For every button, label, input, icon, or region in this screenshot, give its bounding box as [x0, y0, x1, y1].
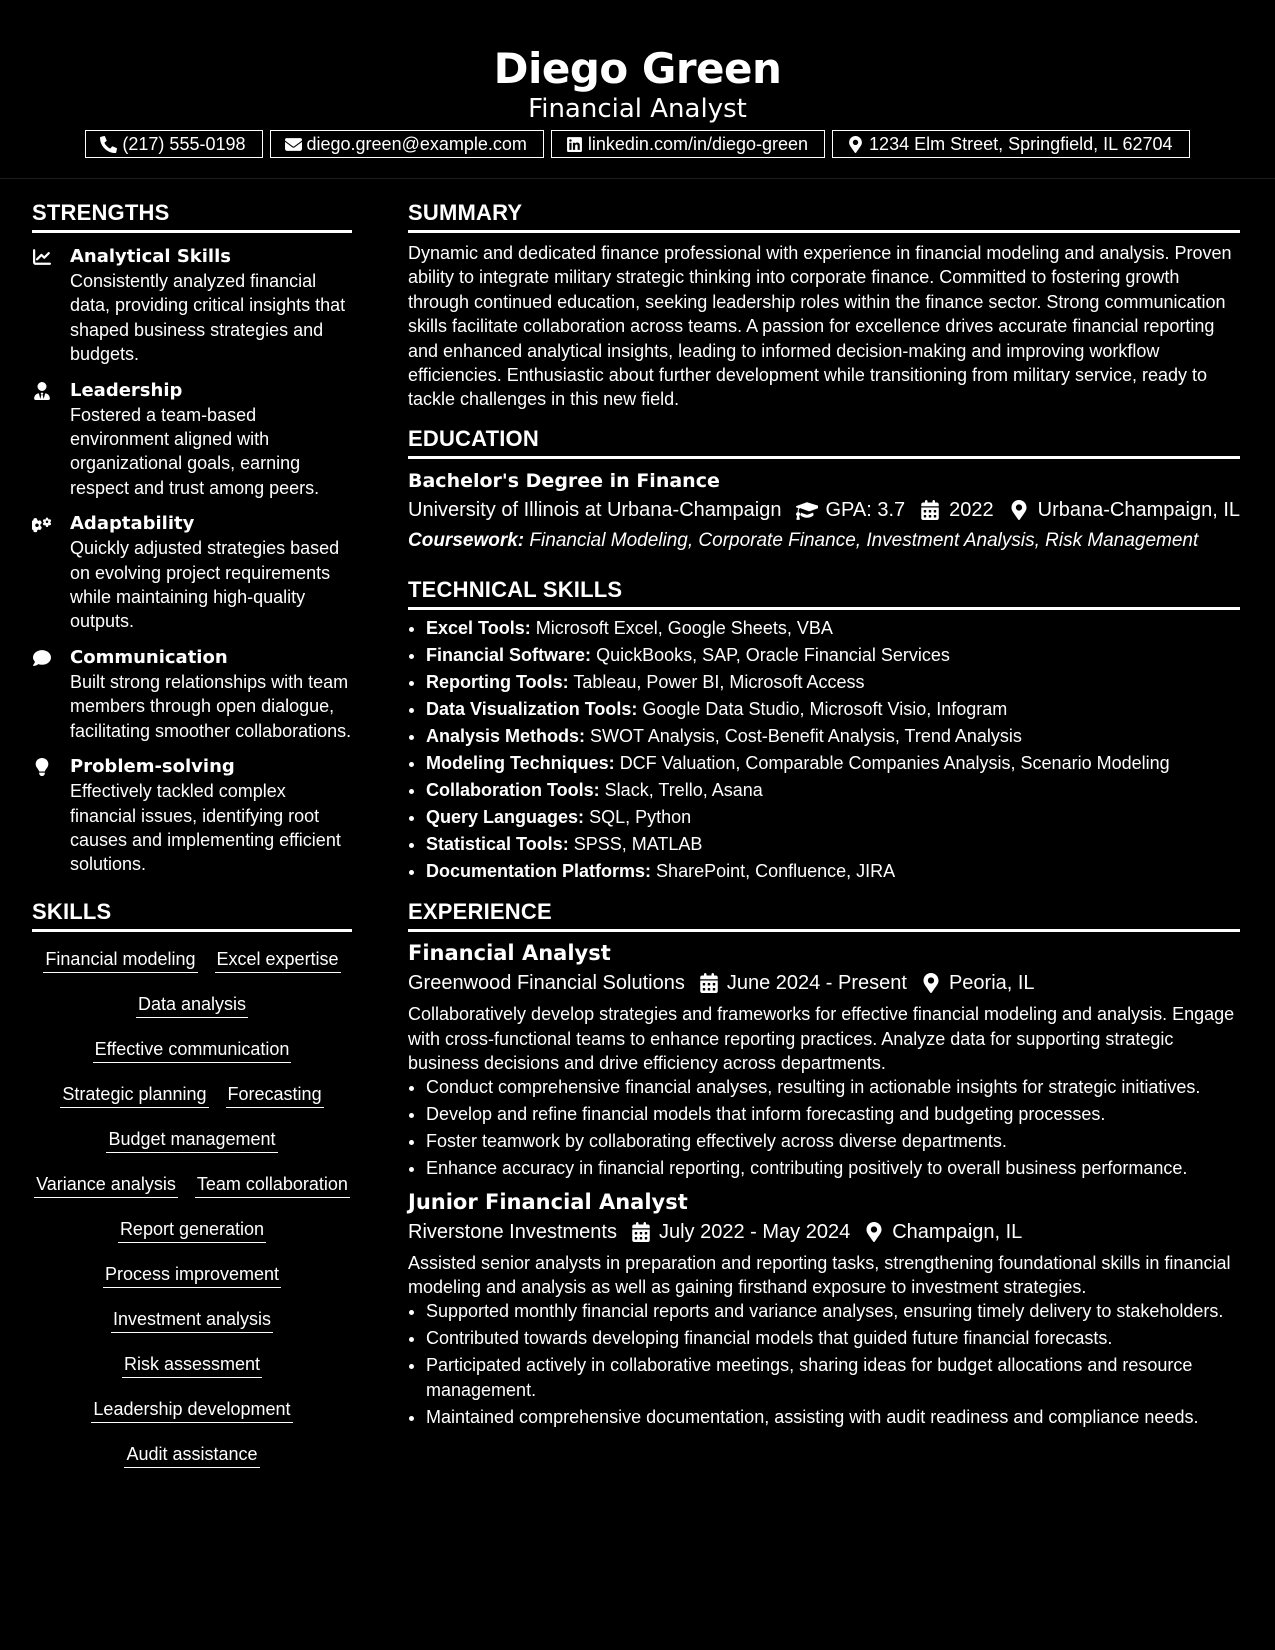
summary-section — [408, 200, 1240, 412]
strength-desc: Fostered a team-based environment aligned with organizational goals, earning respect and trust among peers. — [70, 404, 320, 498]
list-item: • Enhance accuracy in financial reporting, contributing positively to overall business performance. — [426, 1156, 1240, 1180]
tech-skill-value: DCF Valuation, Comparable Companies Analysis, Scenario Modeling — [619, 752, 1170, 773]
skill-tag: Data analysis — [136, 993, 248, 1018]
list-item — [426, 805, 1240, 829]
company-name: Greenwood Financial Solutions — [408, 972, 685, 995]
tech-skill-label: Reporting Tools: — [426, 671, 569, 692]
envelope-icon — [285, 136, 302, 153]
skill-tag: Excel expertise — [215, 948, 341, 973]
list-item — [426, 778, 1240, 802]
gears-icon — [32, 515, 52, 533]
list-item — [426, 643, 1240, 667]
strength-desc: Effectively tackled complex financial issues, identifying root causes and implementing efficient solutions. — [70, 781, 341, 875]
list-item — [426, 724, 1240, 748]
technical-skills-section — [408, 577, 1240, 883]
company-name: Riverstone Investments — [408, 1220, 617, 1243]
list-item — [426, 670, 1240, 694]
strength-title: Problem-solving — [70, 756, 235, 778]
contact-phone[interactable] — [85, 130, 262, 158]
tech-skill-value: Slack, Trello, Asana — [604, 779, 763, 800]
map-marker-icon — [864, 1222, 884, 1242]
tech-skill-value: SQL, Python — [589, 806, 692, 827]
coursework — [408, 529, 1240, 553]
list-item: • Contributed towards developing financial models that guided future financial forecasts. — [426, 1326, 1240, 1350]
list-item: • Develop and refine financial models that inform forecasting and budgeting processes. — [426, 1102, 1240, 1126]
skill-tag: Report generation — [118, 1218, 266, 1243]
summary-text: Dynamic and dedicated finance professional with experience in financial modeling and analysis. Proven ability to integrate military strategic thinking into corporate finance. Committed to fostering growth through continued education, seeking leadership roles within the finance sector. Strong communication skills facilitate collaboration across teams. A passion for excellence drives accurate financial reporting and enhanced analytical insights, leading to informed decision-making and improving workflow efficiencies. Enthusiastic about further development while transitioning from military service, ready to tackle challenges in this new field. — [408, 243, 1232, 410]
tech-skill-label: Analysis Methods: — [426, 725, 586, 746]
coursework-list: Financial Modeling, Corporate Finance, Investment Analysis, Risk Management — [529, 529, 1199, 551]
job-title: Financial Analyst — [408, 941, 611, 966]
tech-skill-value: SPSS, MATLAB — [573, 833, 703, 854]
experience-heading: EXPERIENCE — [408, 899, 1240, 932]
tech-skill-label: Documentation Platforms: — [426, 860, 652, 881]
job-entry — [408, 940, 1240, 1180]
linkedin-icon — [566, 136, 583, 153]
strengths-heading: STRENGTHS — [32, 200, 352, 233]
list-item: • Conduct comprehensive financial analyses, resulting in actionable insights for strategic initiatives. — [426, 1075, 1240, 1099]
job-description: Assisted senior analysts in preparation and reporting tasks, strengthening foundational skills in financial modeling and analysis as well as gaining firsthand exposure to investment strategies. — [408, 1252, 1231, 1297]
summary-heading: SUMMARY — [408, 200, 1240, 233]
linkedin-text: linkedin.com/in/diego-green — [587, 133, 809, 154]
skill-tag: Effective communication — [93, 1038, 292, 1063]
map-marker-icon — [847, 136, 864, 153]
strength-item — [32, 379, 352, 501]
tech-skill-value: QuickBooks, SAP, Oracle Financial Services — [596, 644, 950, 665]
school-location: Urbana-Champaign, IL — [1037, 498, 1241, 521]
job-title: Junior Financial Analyst — [408, 1189, 688, 1214]
tech-skill-label: Data Visualization Tools: — [426, 698, 638, 719]
user-tie-icon — [32, 382, 52, 400]
strength-title: Analytical Skills — [70, 246, 231, 267]
list-item — [426, 751, 1240, 775]
skill-tag: Process improvement — [103, 1263, 281, 1288]
strength-title: Leadership — [70, 379, 183, 401]
degree-title: Bachelor's Degree in Finance — [408, 469, 720, 492]
tech-skill-label: Statistical Tools: — [426, 833, 569, 854]
contact-bar — [0, 130, 1275, 158]
skill-tag: Forecasting — [226, 1083, 324, 1108]
tech-skill-value: Microsoft Excel, Google Sheets, VBA — [535, 617, 833, 638]
contact-address[interactable] — [832, 130, 1190, 158]
gpa-text: GPA: 3.7 — [825, 498, 906, 521]
calendar-icon — [631, 1222, 651, 1242]
phone-icon — [100, 136, 117, 153]
skill-tag: Variance analysis — [34, 1173, 178, 1198]
experience-section — [408, 899, 1240, 1429]
job-location: Peoria, IL — [948, 972, 1035, 995]
graduation-cap-icon — [796, 500, 818, 520]
skill-tag: Strategic planning — [60, 1083, 208, 1108]
list-item — [426, 832, 1240, 856]
phone-text: (217) 555-0198 — [122, 133, 246, 154]
map-marker-icon — [1008, 500, 1030, 520]
skills-heading: SKILLS — [32, 899, 352, 932]
tech-skill-label: Financial Software: — [426, 644, 592, 665]
comment-icon — [32, 649, 52, 667]
address-text: 1234 Elm Street, Springfield, IL 62704 — [869, 133, 1173, 154]
strength-item — [32, 755, 352, 877]
list-item: • Foster teamwork by collaborating effectively across diverse departments. — [426, 1129, 1240, 1153]
tech-skill-label: Modeling Techniques: — [426, 752, 615, 773]
tech-skill-label: Excel Tools: — [426, 617, 531, 638]
contact-email[interactable] — [270, 130, 544, 158]
technical-skills-list — [408, 616, 1240, 883]
strength-desc: Built strong relationships with team members through open dialogue, facilitating smoother collaborations. — [70, 671, 352, 741]
job-location: Champaign, IL — [892, 1220, 1023, 1243]
skill-tag-list — [32, 948, 352, 1468]
tech-skill-value: SWOT Analysis, Cost-Benefit Analysis, Trend Analysis — [590, 725, 1022, 746]
tech-skill-value: Google Data Studio, Microsoft Visio, Infogram — [642, 698, 1008, 719]
skill-tag: Team collaboration — [195, 1173, 350, 1198]
lightbulb-icon — [32, 758, 52, 776]
skill-tag: Budget management — [106, 1128, 277, 1153]
tech-skill-label: Query Languages: — [426, 806, 585, 827]
tech-skill-value: Tableau, Power BI, Microsoft Access — [573, 671, 865, 692]
strength-title: Communication — [70, 646, 228, 668]
strength-desc: Consistently analyzed financial data, providing critical insights that shaped business strategies and budgets. — [70, 271, 346, 365]
job-bullets — [408, 1299, 1240, 1429]
calendar-icon — [699, 973, 719, 993]
skill-tag: Leadership development — [91, 1398, 292, 1423]
strength-item — [32, 245, 352, 367]
job-meta — [408, 1217, 1240, 1247]
strength-item — [32, 512, 352, 634]
job-description: Collaboratively develop strategies and frameworks for effective financial modeling and analysis. Engage with cross-functional teams to enhance reporting practices. Analyze data for supporting strategic business decisions and drive efficiency across departments. — [408, 1004, 1235, 1074]
job-entry — [408, 1189, 1240, 1429]
map-marker-icon — [921, 973, 941, 993]
candidate-name: Diego Green — [493, 44, 782, 93]
left-column — [32, 200, 352, 1468]
graduation-year: 2022 — [949, 498, 994, 521]
skills-section — [32, 899, 352, 1468]
job-dates: July 2022 - May 2024 — [658, 1220, 851, 1243]
skill-tag: Risk assessment — [122, 1353, 262, 1378]
strength-item — [32, 646, 352, 743]
education-section — [408, 426, 1240, 553]
calendar-icon — [919, 500, 941, 520]
list-item — [426, 616, 1240, 640]
strength-title: Adaptability — [70, 513, 195, 535]
list-item: • Maintained comprehensive documentation, assisting with audit readiness and compliance needs. — [426, 1405, 1240, 1429]
tech-skill-value: SharePoint, Confluence, JIRA — [656, 860, 896, 881]
candidate-title: Financial Analyst — [528, 94, 747, 124]
skill-tag: Financial modeling — [43, 948, 197, 973]
education-heading: EDUCATION — [408, 426, 1240, 459]
email-text: diego.green@example.com — [306, 133, 527, 154]
list-item — [426, 697, 1240, 721]
right-column — [408, 200, 1240, 1431]
skill-tag: Investment analysis — [111, 1308, 273, 1333]
school-name: University of Illinois at Urbana-Champaign — [408, 498, 782, 521]
job-meta — [408, 968, 1240, 998]
resume-header — [0, 0, 1275, 179]
education-meta — [408, 495, 1240, 525]
strength-desc: Quickly adjusted strategies based on evolving project requirements while maintaining high-quality outputs. — [70, 538, 340, 632]
job-dates: June 2024 - Present — [726, 972, 907, 995]
skill-tag: Audit assistance — [124, 1443, 259, 1468]
coursework-label: Coursework: — [408, 529, 525, 551]
chart-line-icon — [32, 248, 52, 266]
technical-skills-heading: TECHNICAL SKILLS — [408, 577, 1240, 610]
job-bullets — [408, 1075, 1240, 1180]
tech-skill-label: Collaboration Tools: — [426, 779, 600, 800]
contact-linkedin[interactable] — [551, 130, 825, 158]
list-item: • Participated actively in collaborative meetings, sharing ideas for budget allocations and resource management. — [426, 1353, 1240, 1402]
list-item — [426, 859, 1240, 883]
list-item: • Supported monthly financial reports and variance analyses, ensuring timely delivery to stakeholders. — [426, 1299, 1240, 1323]
